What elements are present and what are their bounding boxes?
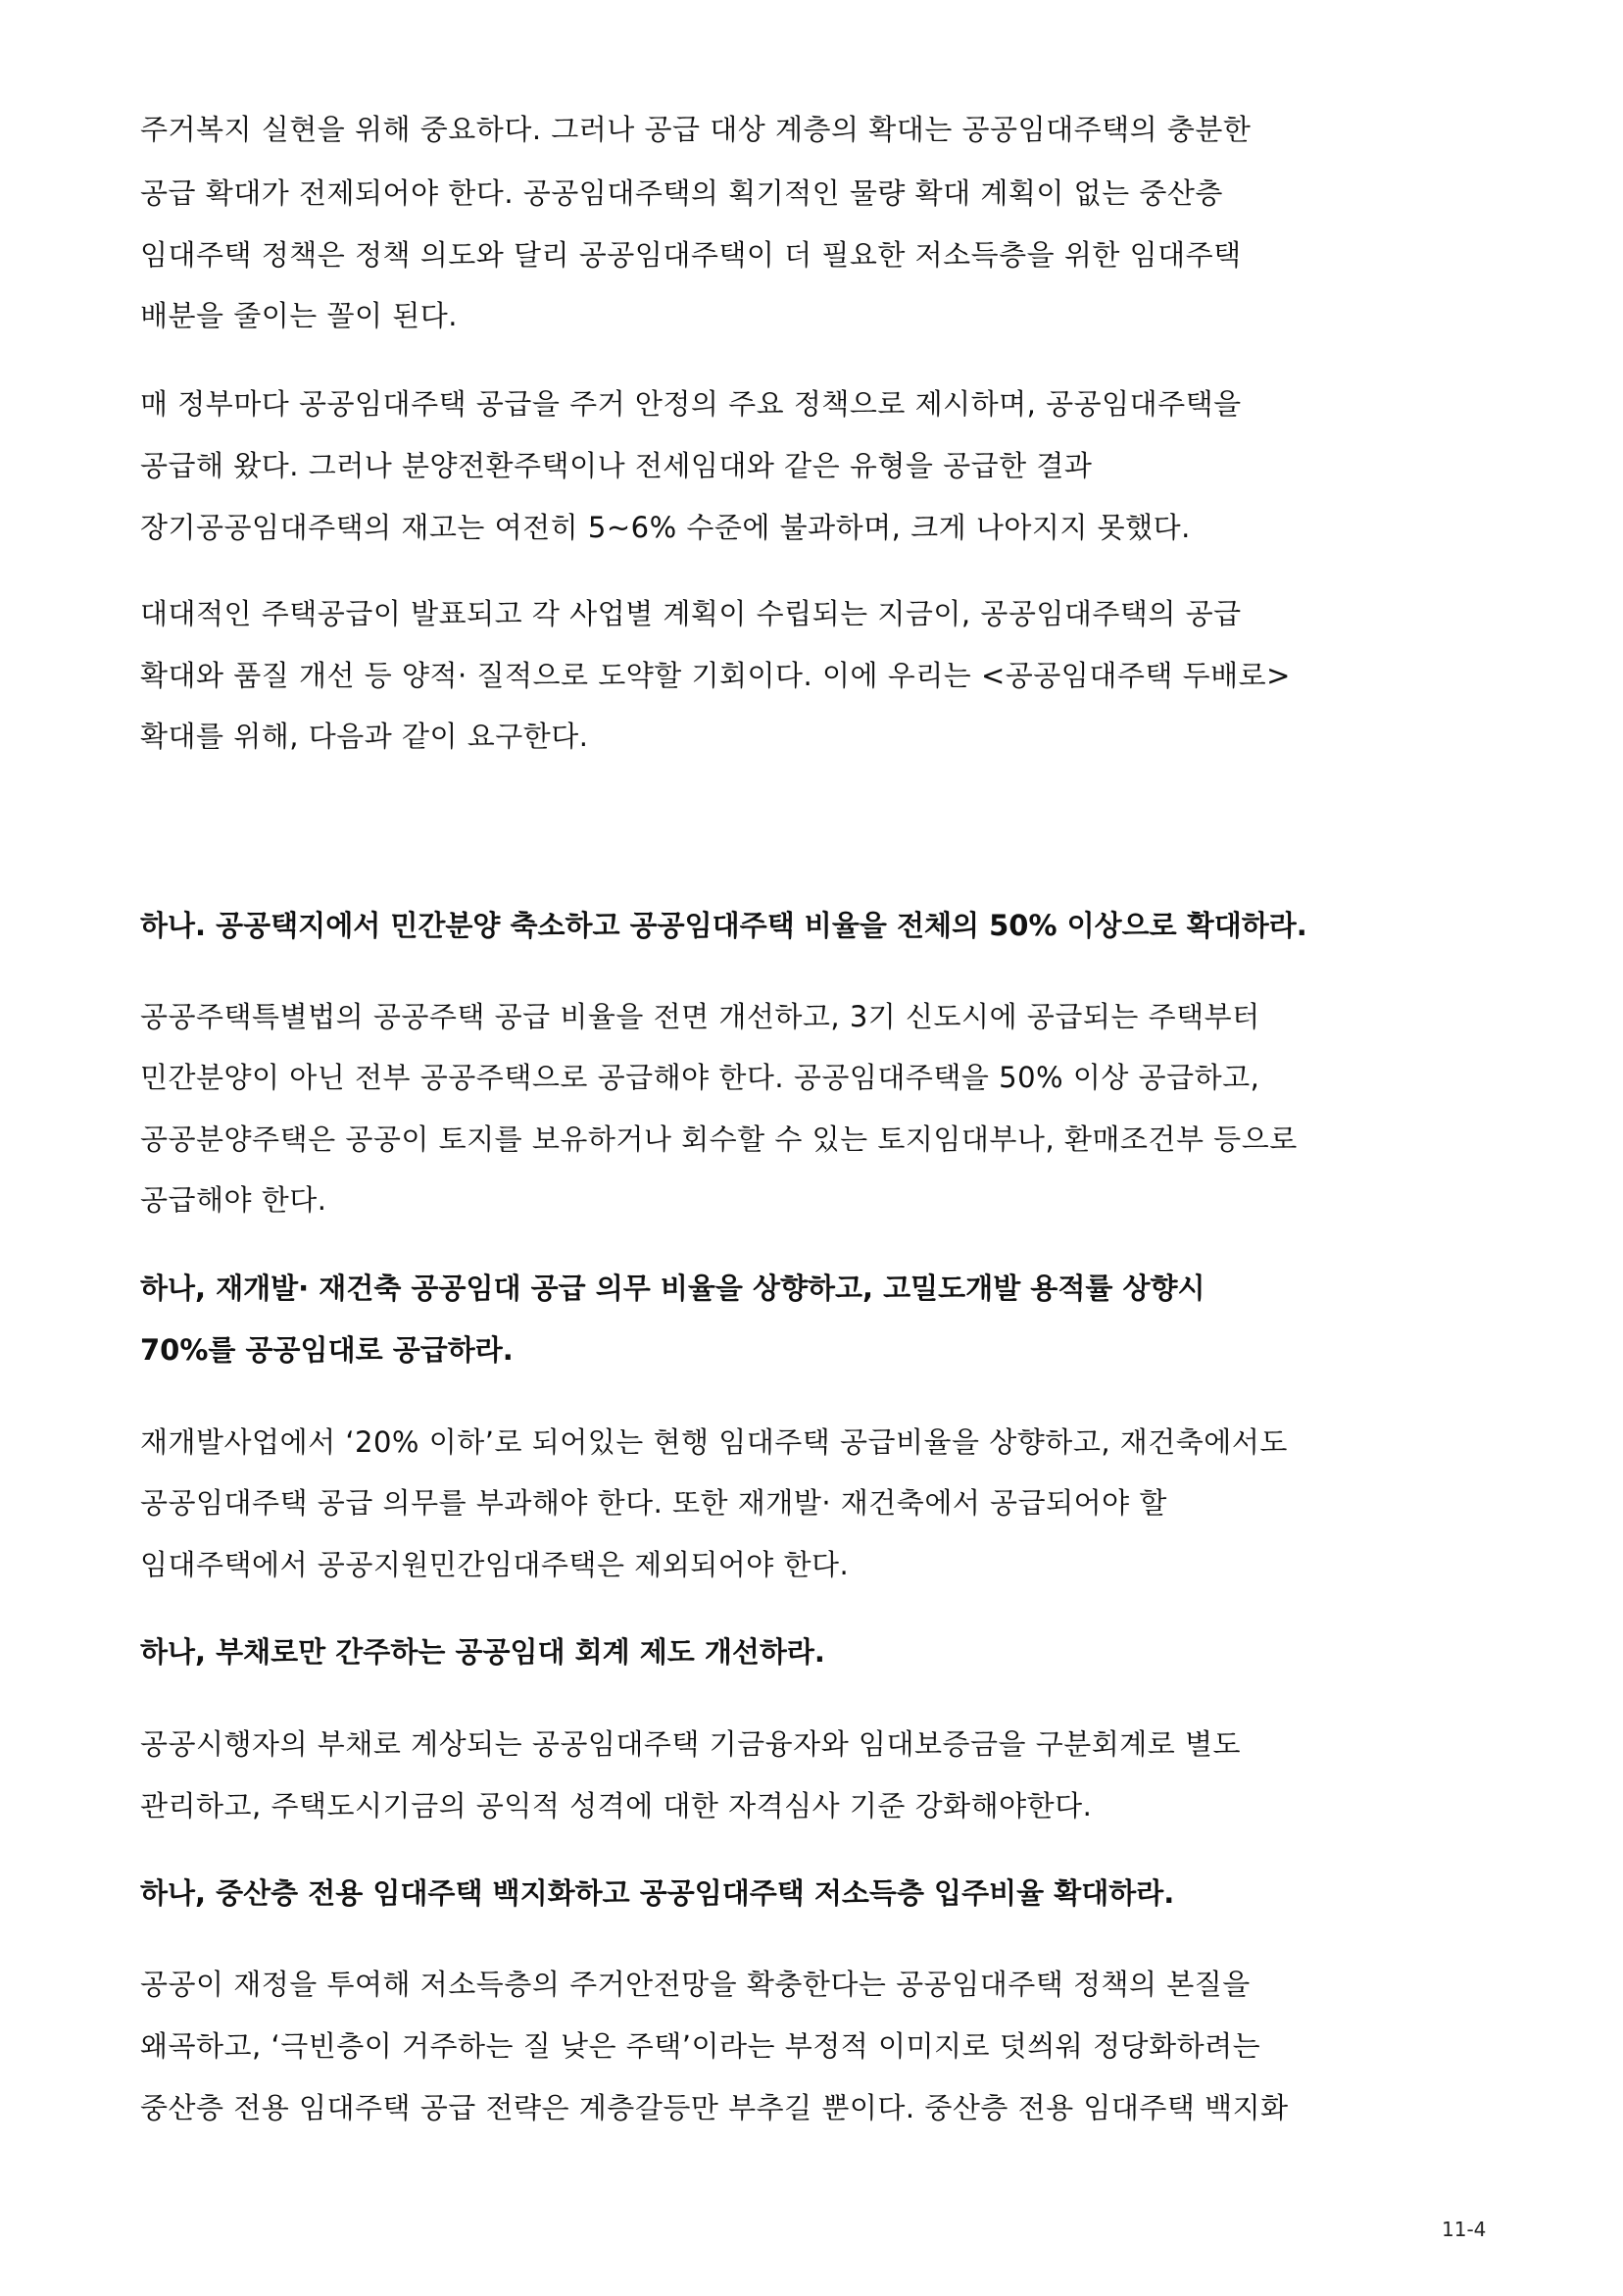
demand-body-line: 공공주택특별법의 공공주택 공급 비율을 전면 개선하고, 3기 신도시에 공급되는 주택부터 [140,1000,1260,1033]
demand-body-line: 공급해야 한다. [140,1183,327,1217]
demand-body-line: 임대주택에서 공공지원민간임대주택은 제외되어야 한다. [140,1548,850,1581]
demand-heading: 70%를 공공임대로 공급하라. [140,1333,514,1367]
paragraph-line: 확대를 위해, 다음과 같이 요구한다. [140,720,589,753]
demand-heading: 하나, 부채로만 간주하는 공공임대 회계 제도 개선하라. [140,1635,825,1669]
demand-body-line: 공공시행자의 부채로 계상되는 공공임대주택 기금융자와 임대보증금을 구분회계로 별도 [140,1727,1242,1761]
paragraph-line: 임대주택 정책은 정책 의도와 달리 공공임대주택이 더 필요한 저소득층을 위한 임대주택 [140,238,1242,272]
demand-heading: 하나, 재개발· 재건축 공공임대 공급 의무 비율을 상향하고, 고밀도개발 용적률 상향시 [140,1272,1205,1305]
demand-body-line: 공공분양주택은 공공이 토지를 보유하거나 회수할 수 있는 토지임대부나, 환매조건부 등으로 [140,1123,1298,1156]
demand-body-line: 공공이 재정을 투여해 저소득층의 주거안전망을 확충한다는 공공임대주택 정책의 본질을 [140,1968,1251,2001]
demand-body-line: 공공임대주택 공급 의무를 부과해야 한다. 또한 재개발· 재건축에서 공급되어야 할 [140,1486,1167,1520]
paragraph-line: 대대적인 주택공급이 발표되고 각 사업별 계획이 수립되는 지금이, 공공임대주택의 공급 [140,597,1242,630]
paragraph-line: 장기공공임대주택의 재고는 여전히 5~6% 수준에 불과하며, 크게 나아지지 못했다. [140,511,1191,544]
page-number: 11-4 [1442,2218,1487,2241]
demand-body-line: 왜곡하고, ‘극빈층이 거주하는 질 낮은 주택’이라는 부정적 이미지로 덧씌워 정당화하려는 [140,2029,1261,2063]
demand-body-line: 관리하고, 주택도시기금의 공익적 성격에 대한 자격심사 기준 강화해야한다. [140,1789,1093,1822]
paragraph-line: 주거복지 실현을 위해 중요하다. 그러나 공급 대상 계층의 확대는 공공임대주택의 충분한 [140,113,1252,146]
demand-body-line: 재개발사업에서 ‘20% 이하’로 되어있는 현행 임대주택 공급비율을 상향하고, 재건축에서도 [140,1425,1288,1459]
paragraph-line: 매 정부마다 공공임대주택 공급을 주거 안정의 주요 정책으로 제시하며, 공공임대주택을 [140,387,1242,421]
paragraph-line: 공급해 왔다. 그러나 분양전환주택이나 전세임대와 같은 유형을 공급한 결과 [140,449,1093,482]
demand-heading: 하나. 공공택지에서 민간분양 축소하고 공공임대주택 비율을 전체의 50% 이상으로 확대하라. [140,909,1307,942]
paragraph-line: 확대와 품질 개선 등 양적· 질적으로 도약할 기회이다. 이에 우리는 <공공임대주택 두배로> [140,659,1291,692]
demand-body-line: 민간분양이 아닌 전부 공공주택으로 공급해야 한다. 공공임대주택을 50% 이상 공급하고, [140,1061,1260,1094]
paragraph-line: 배분을 줄이는 꼴이 된다. [140,299,459,332]
demand-heading: 하나, 중산층 전용 임대주택 백지화하고 공공임대주택 저소득층 입주비율 확대하라. [140,1876,1175,1910]
paragraph-line: 공급 확대가 전제되어야 한다. 공공임대주택의 획기적인 물량 확대 계획이 없는 중산층 [140,176,1223,210]
demand-body-line: 중산층 전용 임대주택 공급 전략은 계층갈등만 부추길 뿐이다. 중산층 전용 임대주택 백지화 [140,2091,1289,2124]
